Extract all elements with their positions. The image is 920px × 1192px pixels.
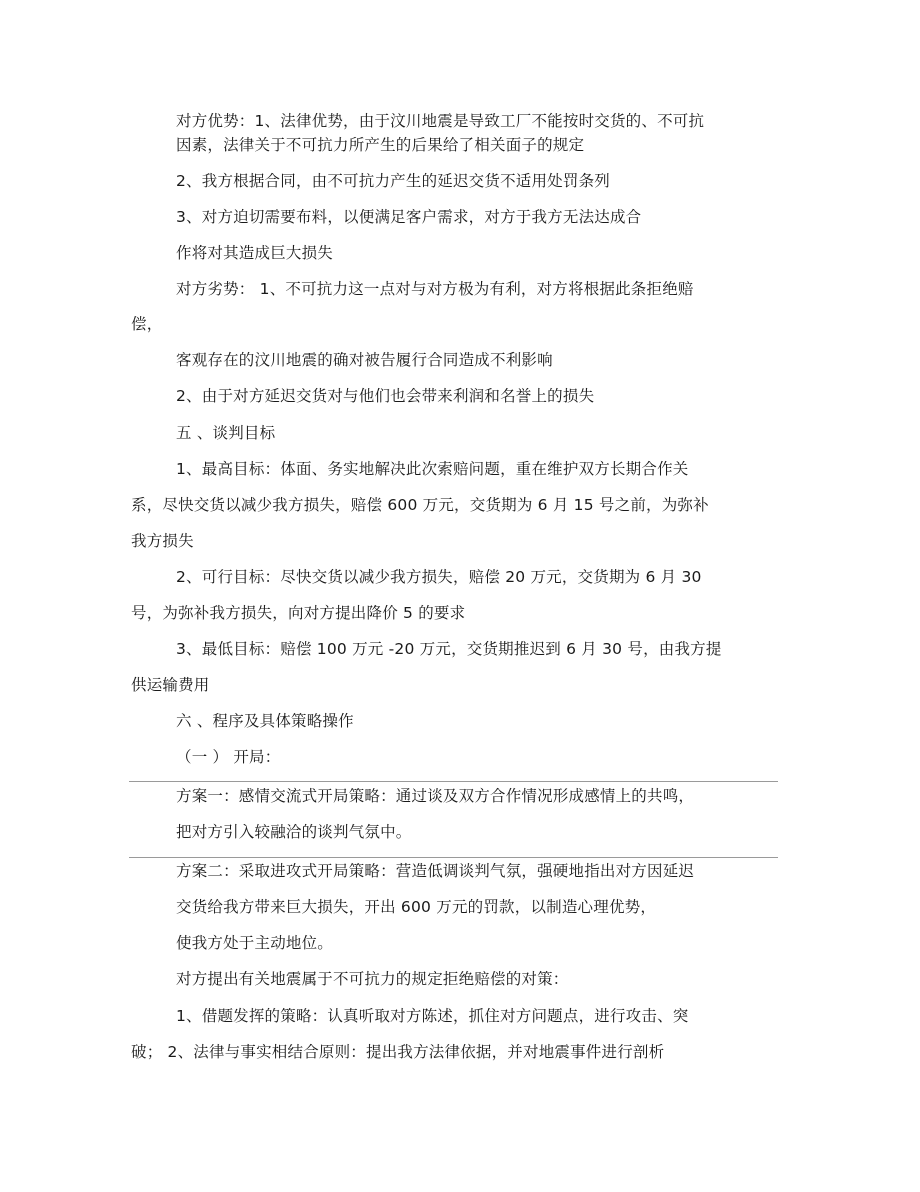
text-line: 破； 2、法律与事实相结合原则：提出我方法律依据，并对地震事件进行剖析 (131, 1043, 665, 1061)
subsection-heading: （一 ） 开局： (176, 748, 281, 766)
text-line: 1、最高目标：体面、务实地解决此次索赔问题，重在维护双方长期合作关 (176, 460, 689, 478)
text-line: 对方提出有关地震属于不可抗力的规定拒绝赔偿的对策： (176, 970, 569, 988)
section-heading: 六 、程序及具体策略操作 (176, 712, 354, 730)
text-line: 因素，法律关于不可抗力所产生的后果给了相关面子的规定 (176, 136, 585, 154)
text-line: 交货给我方带来巨大损失，开出 600 万元的罚款，以制造心理优势， (176, 898, 657, 916)
text-line: 把对方引入较融洽的谈判气氛中。 (176, 823, 412, 841)
text-line: 使我方处于主动地位。 (176, 934, 334, 952)
text-line: 号，为弥补我方损失，向对方提出降价 5 的要求 (131, 604, 466, 622)
text-line: 方案二：采取进攻式开局策略：营造低调谈判气氛，强硬地指出对方因延迟 (176, 862, 695, 880)
text-line: 方案一：感情交流式开局策略：通过谈及双方合作情况形成感情上的共鸣， (176, 787, 695, 805)
divider (129, 857, 778, 858)
text-line: 2、可行目标：尽快交货以减少我方损失，赔偿 20 万元，交货期为 6 月 30 (176, 568, 702, 586)
section-heading: 五 、谈判目标 (176, 424, 276, 442)
text-line: 对方劣势： 1、不可抗力这一点对与对方极为有利，对方将根据此条拒绝赔 (176, 280, 694, 298)
text-line: 3、最低目标：赔偿 100 万元 -20 万元，交货期推迟到 6 月 30 号，由我方提 (176, 640, 722, 658)
text-line: 对方优势：1、法律优势，由于汶川地震是导致工厂不能按时交货的、不可抗 (176, 112, 705, 130)
text-line: 作将对其造成巨大损失 (176, 244, 334, 262)
text-line: 偿， (131, 315, 163, 333)
text-line: 系，尽快交货以减少我方损失，赔偿 600 万元，交货期为 6 月 15 号之前，为弥补 (131, 496, 709, 514)
text-line: 2、我方根据合同，由不可抗力产生的延迟交货不适用处罚条列 (176, 172, 610, 190)
text-line: 我方损失 (131, 532, 194, 550)
text-line: 供运输费用 (131, 676, 210, 694)
divider (129, 781, 778, 782)
text-line: 2、由于对方延迟交货对与他们也会带来利润和名誉上的损失 (176, 387, 595, 405)
text-line: 客观存在的汶川地震的确对被告履行合同造成不利影响 (176, 351, 553, 369)
text-line: 1、借题发挥的策略：认真听取对方陈述，抓住对方问题点，进行攻击、突 (176, 1007, 689, 1025)
text-line: 3、对方迫切需要布料，以便满足客户需求，对方于我方无法达成合 (176, 208, 642, 226)
